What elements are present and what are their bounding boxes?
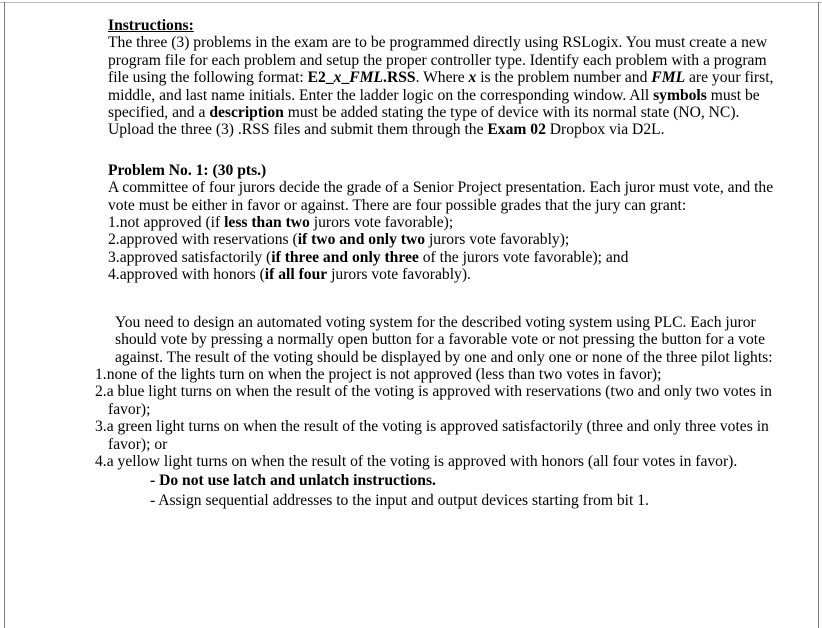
dropbox-name: Exam 02 xyxy=(487,121,546,139)
description-keyword: description xyxy=(209,104,284,122)
lights-list xyxy=(95,365,788,470)
list-item: 2.a blue light turns on when the result of the voting is approved with reservations (two and only two votes in favor); xyxy=(95,383,772,418)
page-right-border xyxy=(818,2,819,628)
rule-sequential-addresses: - Assign sequential addresses to the input and output devices starting from bit 1. xyxy=(150,491,649,509)
list-item: 1.not approved (if less than two jurors vote favorable); xyxy=(108,214,454,232)
rules-block xyxy=(150,472,788,509)
instructions-paragraph xyxy=(108,34,788,138)
format-prefix: E2_ xyxy=(307,69,334,87)
format-extension: .RSS xyxy=(383,69,416,87)
instructions-text-4: are your first, middle, and last name initials. Enter the ladder logic on the corresponding window. All xyxy=(108,69,774,104)
instructions-heading: Instructions: xyxy=(108,17,194,34)
grades-list xyxy=(108,214,788,284)
symbols-keyword: symbols xyxy=(653,86,707,104)
design-paragraph: You need to design an automated voting system for the described voting system using PLC. Each juror should vote by pressing a normally open button for a favorable vote or not pressing the button for a vote against. The result of the voting should be displayed by one and only one or none of the three pilot lights: xyxy=(115,313,773,366)
problem1-heading: Problem No. 1: (30 pts.) xyxy=(108,161,267,179)
list-item: 1.none of the lights turn on when the project is not approved (less than two votes in favor); xyxy=(95,365,662,383)
instructions-text-1: The three (3) problems in the exam are to be programmed directly using RSLogix. You must create a new program file for each problem and setup the proper controller type. Identify each problem with a program file using the following format: xyxy=(108,34,768,87)
fml-reference: FML xyxy=(651,69,686,87)
instructions-text-7: Dropbox via D2L. xyxy=(545,121,665,139)
rule-no-latch: - Do not use latch and unlatch instructions. xyxy=(150,472,436,490)
instructions-text-2: . Where xyxy=(415,69,469,87)
x-reference: x xyxy=(468,69,477,87)
list-item: 4.a yellow light turns on when the result of the voting is approved with honors (all four votes in favor). xyxy=(95,452,738,470)
list-item: 3.a green light turns on when the result of the voting is approved satisfactorily (three and only three votes in favor); or xyxy=(95,418,769,453)
format-underscore: _ xyxy=(341,69,350,87)
instructions-text-3: is the problem number and xyxy=(476,69,652,87)
format-fml: FML xyxy=(349,69,384,87)
document-page xyxy=(95,17,788,509)
list-item: 2.approved with reservations (if two and only two jurors vote favorably); xyxy=(108,231,570,249)
page-left-border xyxy=(4,2,5,628)
format-x: x xyxy=(333,69,342,87)
page-top-border xyxy=(0,2,822,3)
list-item: 3.approved satisfactorily (if three and only three of the jurors vote favorable); and xyxy=(108,248,629,266)
instructions-text-6: must be added stating the type of device with its normal state (NO, NC). Upload the three (3) .RSS files and submit them through the xyxy=(108,104,740,139)
problem1-intro: A committee of four jurors decide the grade of a Senior Project presentation. Each juror must vote, and the vote must be either in favor or against. There are four possible grades that the jury can grant: xyxy=(108,179,774,214)
list-item: 4.approved with honors (if all four jurors vote favorably). xyxy=(108,266,471,284)
instructions-text-5: must be specified, and a xyxy=(108,86,760,122)
